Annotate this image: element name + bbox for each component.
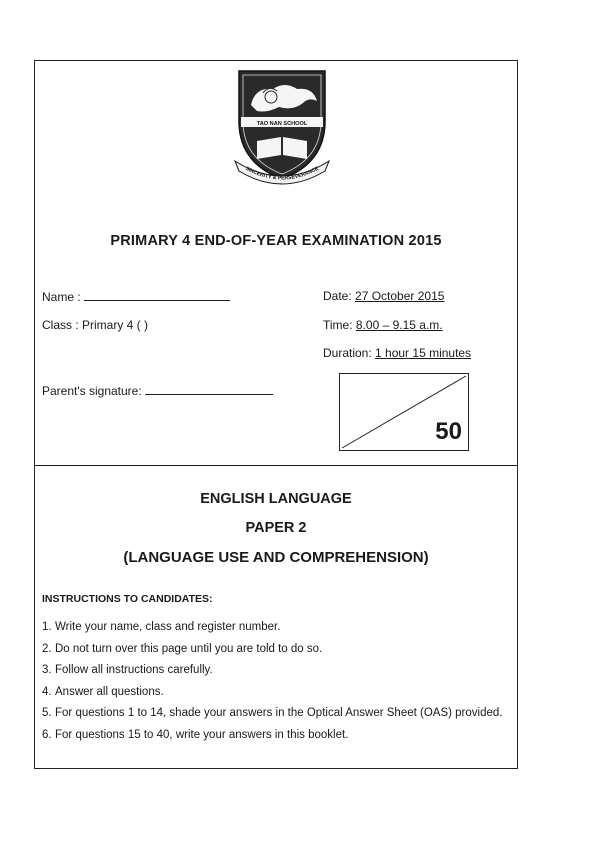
instruction-item: 3. Follow all instructions carefully. <box>42 664 213 676</box>
instructions-list <box>42 617 512 746</box>
duration-field <box>323 346 471 360</box>
name-blank-line[interactable] <box>84 289 230 301</box>
time-field <box>323 318 443 332</box>
name-field[interactable] <box>42 289 230 304</box>
instruction-item: 1. Write your name, class and register number. <box>42 621 281 633</box>
parent-signature-label: Parent's signature: <box>42 384 142 398</box>
instruction-item: 2. Do not turn over this page until you are told to do so. <box>42 642 323 655</box>
parent-signature-blank-line[interactable] <box>145 383 273 395</box>
instruction-item: 6. For questions 15 to 40, write your answers in this booklet. <box>42 728 349 741</box>
date-label: Date: <box>323 289 356 303</box>
score-total: 50 <box>435 418 462 445</box>
crest-school-name: TAO NAN SCHOOL <box>256 121 308 127</box>
date-value: 27 October 2015 <box>355 289 445 303</box>
duration-value: 1 hour 15 minutes <box>375 346 472 360</box>
section-divider <box>35 465 517 466</box>
crest-motto: SINCERITY & PERSEVERANCE <box>244 165 320 182</box>
paper-number: PAPER 2 <box>245 520 307 536</box>
instruction-item: 5. For questions 1 to 14, shade your answers in the Optical Answer Sheet (OAS) provided. <box>42 707 503 719</box>
date-field <box>323 289 444 303</box>
instructions-heading: INSTRUCTIONS TO CANDIDATES: <box>42 593 213 605</box>
exam-cover-frame <box>34 60 518 769</box>
school-crest-logo <box>233 67 331 185</box>
subject-title: ENGLISH LANGUAGE <box>200 491 352 507</box>
instruction-item: 4. Answer all questions. <box>42 685 164 698</box>
parent-signature-field[interactable] <box>42 383 273 398</box>
duration-label: Duration: <box>323 346 376 360</box>
class-label: Class : Primary 4 ( ) <box>42 318 149 332</box>
name-label: Name : <box>42 290 81 304</box>
paper-subtitle: (LANGUAGE USE AND COMPREHENSION) <box>123 549 429 566</box>
class-field <box>42 318 148 332</box>
exam-title: PRIMARY 4 END-OF-YEAR EXAMINATION 2015 <box>110 233 442 249</box>
time-label: Time: <box>323 318 356 332</box>
time-value: 8.00 – 9.15 a.m. <box>355 318 443 332</box>
score-box[interactable] <box>339 373 469 451</box>
